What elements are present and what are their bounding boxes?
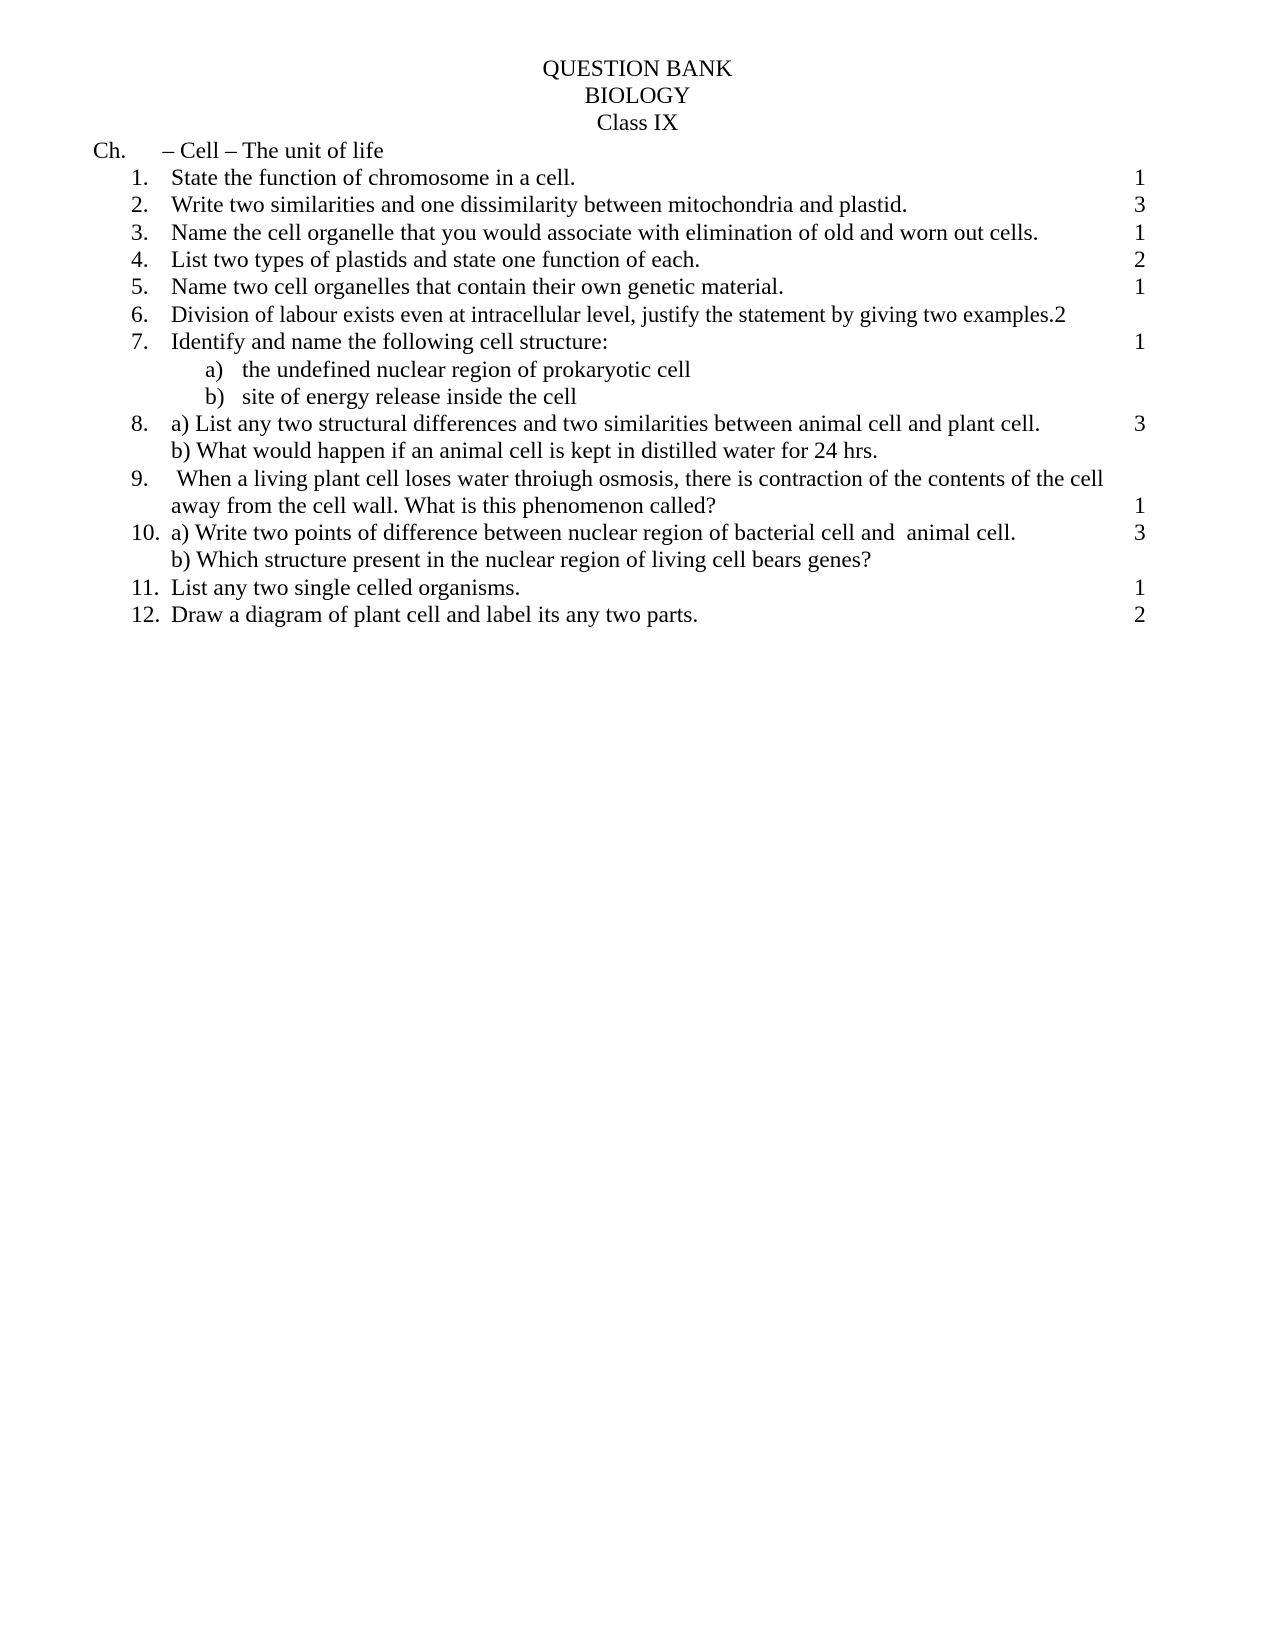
doc-subject: BIOLOGY <box>584 83 691 109</box>
question-number: 11. <box>131 575 160 601</box>
chapter-title: – Cell – The unit of life <box>162 138 384 164</box>
question-marks: 2 <box>1134 602 1146 628</box>
question-item <box>131 164 576 192</box>
question-item <box>131 601 698 629</box>
question-number: 8. <box>131 411 149 437</box>
question-number: 1. <box>131 165 149 191</box>
sub-question-text: the undefined nuclear region of prokaryotic cell <box>242 357 691 383</box>
question-text: When a living plant cell loses water throiugh osmosis, there is contraction of the contents of the cell <box>171 466 1104 492</box>
question-text: Division of labour exists even at intracellular level, justify the statement by giving two examples. <box>171 302 1055 327</box>
sub-question-item <box>205 383 577 411</box>
question-item <box>131 519 1016 547</box>
question-number: 3. <box>131 220 149 246</box>
question-item <box>131 301 1066 329</box>
question-number: 5. <box>131 274 149 300</box>
question-marks: 1 <box>1134 220 1146 246</box>
question-number: 7. <box>131 329 149 355</box>
chapter-prefix: Ch. <box>93 138 127 164</box>
question-marks: 3 <box>1134 192 1146 218</box>
question-number: 9. <box>131 466 149 492</box>
question-text: State the function of chromosome in a cell. <box>171 165 576 191</box>
question-continuation: away from the cell wall. What is this phenomenon called? <box>171 493 717 519</box>
question-number: 10. <box>131 520 161 546</box>
question-number: 4. <box>131 247 149 273</box>
question-text: Name the cell organelle that you would associate with elimination of old and worn out cells. <box>171 220 1039 246</box>
question-marks: 3 <box>1134 411 1146 437</box>
question-continuation: b) What would happen if an animal cell is kept in distilled water for 24 hrs. <box>171 438 878 464</box>
question-marks: 1 <box>1134 575 1146 601</box>
sub-question-label: a) <box>205 357 224 383</box>
question-item <box>131 191 908 219</box>
question-text: Write two similarities and one dissimilarity between mitochondria and plastid. <box>171 192 908 218</box>
question-item <box>131 574 520 602</box>
question-item <box>131 328 608 356</box>
doc-class: Class IX <box>596 110 679 136</box>
question-text: List two types of plastids and state one function of each. <box>171 247 701 273</box>
question-item <box>131 410 1040 438</box>
question-item <box>131 219 1039 247</box>
question-text: a) Write two points of difference between nuclear region of bacterial cell and animal cell. <box>171 520 1017 546</box>
question-item <box>131 273 784 301</box>
question-marks: 2 <box>1054 302 1067 328</box>
chapter-heading <box>93 137 384 165</box>
sub-question-text: site of energy release inside the cell <box>242 384 577 410</box>
question-number: 6. <box>131 302 149 328</box>
question-marks: 1 <box>1134 165 1146 191</box>
question-text: a) List any two structural differences and two similarities between animal cell and plant cell. <box>171 411 1041 437</box>
question-number: 2. <box>131 192 149 218</box>
sub-question-item <box>205 356 691 384</box>
question-marks: 3 <box>1134 520 1146 546</box>
question-continuation: b) Which structure present in the nuclear region of living cell bears genes? <box>171 547 872 573</box>
question-text: List any two single celled organisms. <box>171 575 521 601</box>
question-number: 12. <box>131 602 161 628</box>
question-text: Draw a diagram of plant cell and label its any two parts. <box>171 602 699 628</box>
question-text: Identify and name the following cell structure: <box>171 329 609 355</box>
doc-title: QUESTION BANK <box>542 56 733 82</box>
question-marks: 1 <box>1134 493 1146 519</box>
question-marks: 1 <box>1134 274 1146 300</box>
question-item <box>131 246 700 274</box>
question-marks: 1 <box>1134 329 1146 355</box>
question-item <box>131 465 1104 493</box>
question-text: Name two cell organelles that contain their own genetic material. <box>171 274 784 300</box>
sub-question-label: b) <box>205 384 225 410</box>
question-marks: 2 <box>1134 247 1146 273</box>
